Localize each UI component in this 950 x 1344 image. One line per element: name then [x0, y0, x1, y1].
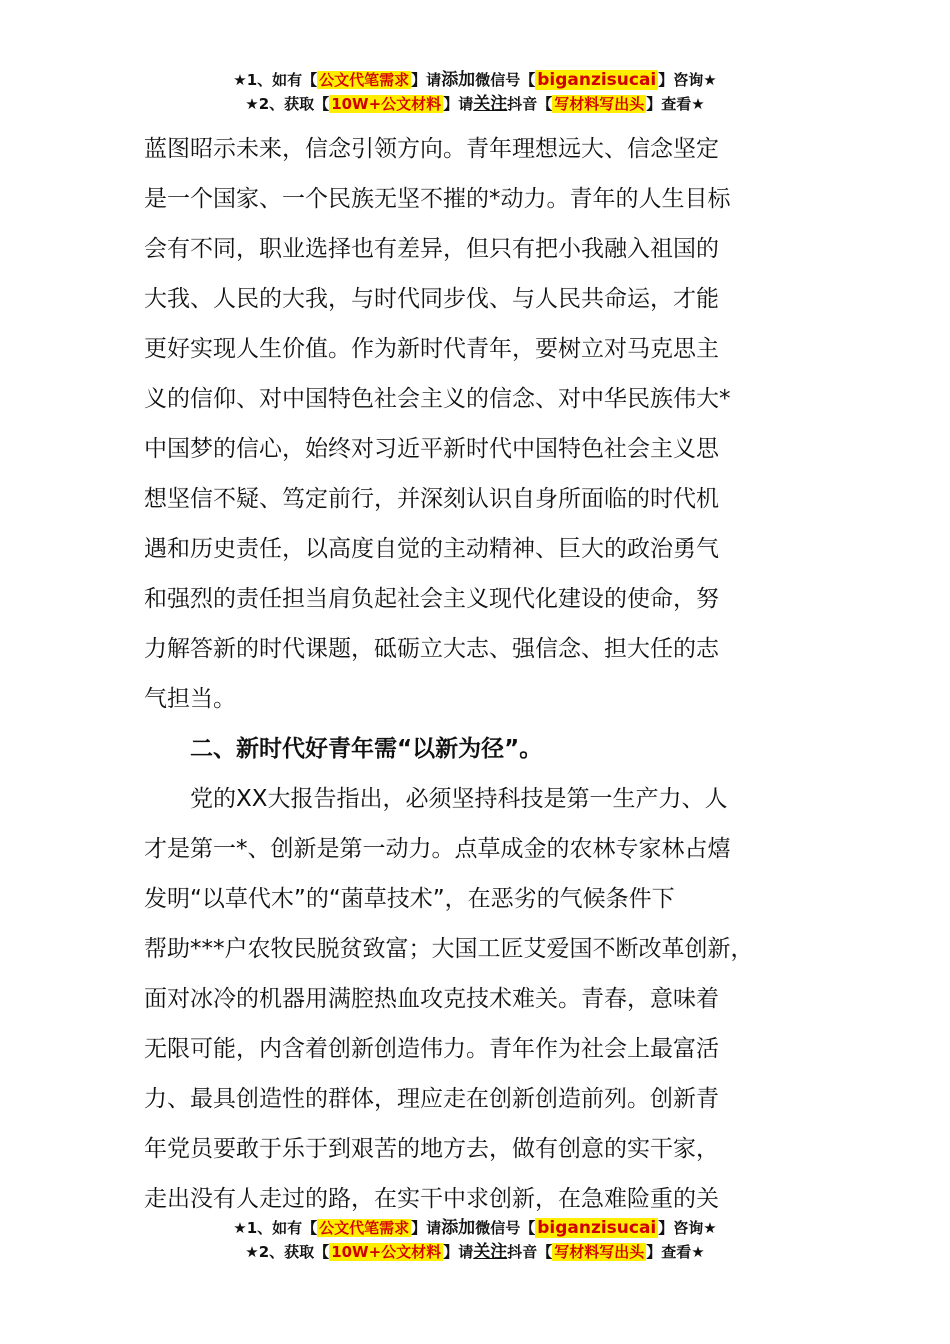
paragraph-2 [144, 774, 809, 1224]
text-line: 帮助***户农牧民脱贫致富；大国工匠艾爱国不断改革创新， [144, 936, 754, 962]
banner-text: 】查看★ [646, 1243, 705, 1261]
text-line: 是一个国家、一个民族无坚不摧的*动力。青年的人生目标 [144, 186, 731, 212]
footer-banner [0, 1217, 950, 1265]
banner-text: 】咨询★ [658, 71, 717, 89]
section-heading: 二、新时代好青年需“以新为径”。 [190, 736, 543, 762]
banner-text: 】请 [411, 1219, 442, 1237]
text-line: 面对冰冷的机器用满腔热血攻克技术难关。青春，意味着 [144, 986, 719, 1012]
banner-emphasis: 关注 [473, 1242, 508, 1262]
text-line: 中国梦的信心，始终对习近平新时代中国特色社会主义思 [144, 436, 719, 462]
highlight-douyin: 写材料写出头 [554, 95, 645, 113]
banner-text: ★1、如有【 [233, 71, 318, 89]
text-line: 发明“以草代木”的“菌草技术”，在恶劣的气候条件下 [144, 886, 675, 912]
header-banner [0, 69, 950, 117]
banner-text: 微信号【 [475, 1219, 536, 1237]
highlight-wechat-id: biganzisucai [537, 1218, 657, 1238]
highlight-service: 公文代笔需求 [319, 71, 410, 89]
banner-text: 】请 [443, 1243, 474, 1261]
banner-emphasis: 添加 [441, 70, 476, 90]
banner-text: 】请 [411, 71, 442, 89]
highlight-douyin: 写材料写出头 [554, 1243, 645, 1261]
banner-text: 抖音【 [507, 1243, 553, 1261]
banner-emphasis: 添加 [441, 1218, 476, 1238]
document-body [144, 124, 809, 1224]
text-line: 力、最具创造性的群体，理应走在创新创造前列。创新青 [144, 1086, 719, 1112]
text-line: 年党员要敢于乐于到艰苦的地方去，做有创意的实干家， [144, 1136, 719, 1162]
text-line: 气担当。 [144, 686, 236, 712]
highlight-materials: 10W+公文材料 [331, 95, 442, 113]
banner-text: 】咨询★ [658, 1219, 717, 1237]
highlight-service: 公文代笔需求 [319, 1219, 410, 1237]
paragraph-1 [144, 124, 809, 724]
text-line: 大我、人民的大我，与时代同步伐、与人民共命运，才能 [144, 286, 719, 312]
banner-text: 】请 [443, 95, 474, 113]
text-line: 力解答新的时代课题，砥砺立大志、强信念、担大任的志 [144, 636, 719, 662]
banner-emphasis: 关注 [473, 94, 508, 114]
text-line: 会有不同，职业选择也有差异，但只有把小我融入祖国的 [144, 236, 719, 262]
banner-line-2 [0, 93, 950, 117]
text-line: 和强烈的责任担当肩负起社会主义现代化建设的使命，努 [144, 586, 719, 612]
text-line: 才是第一*、创新是第一动力。点草成金的农林专家林占熺 [144, 836, 731, 862]
banner-line-1 [0, 69, 950, 93]
highlight-wechat-id: biganzisucai [537, 70, 657, 90]
text-line: 党的XX大报告指出，必须坚持科技是第一生产力、人 [190, 786, 728, 812]
banner-text: 】查看★ [646, 95, 705, 113]
banner-text: ★2、获取【 [245, 95, 330, 113]
text-line: 义的信仰、对中国特色社会主义的信念、对中华民族伟大* [144, 386, 731, 412]
text-line: 更好实现人生价值。作为新时代青年，要树立对马克思主 [144, 336, 719, 362]
banner-text: 抖音【 [507, 95, 553, 113]
banner-text: ★2、获取【 [245, 1243, 330, 1261]
text-line: 想坚信不疑、笃定前行，并深刻认识自身所面临的时代机 [144, 486, 719, 512]
banner-line-2 [0, 1241, 950, 1265]
banner-text: ★1、如有【 [233, 1219, 318, 1237]
banner-text: 微信号【 [475, 71, 536, 89]
text-line: 走出没有人走过的路，在实干中求创新，在急难险重的关 [144, 1186, 719, 1212]
text-line: 遇和历史责任，以高度自觉的主动精神、巨大的政治勇气 [144, 536, 719, 562]
text-line: 无限可能，内含着创新创造伟力。青年作为社会上最富活 [144, 1036, 719, 1062]
banner-line-1 [0, 1217, 950, 1241]
highlight-materials: 10W+公文材料 [331, 1243, 442, 1261]
text-line: 蓝图昭示未来，信念引领方向。青年理想远大、信念坚定 [144, 136, 719, 162]
